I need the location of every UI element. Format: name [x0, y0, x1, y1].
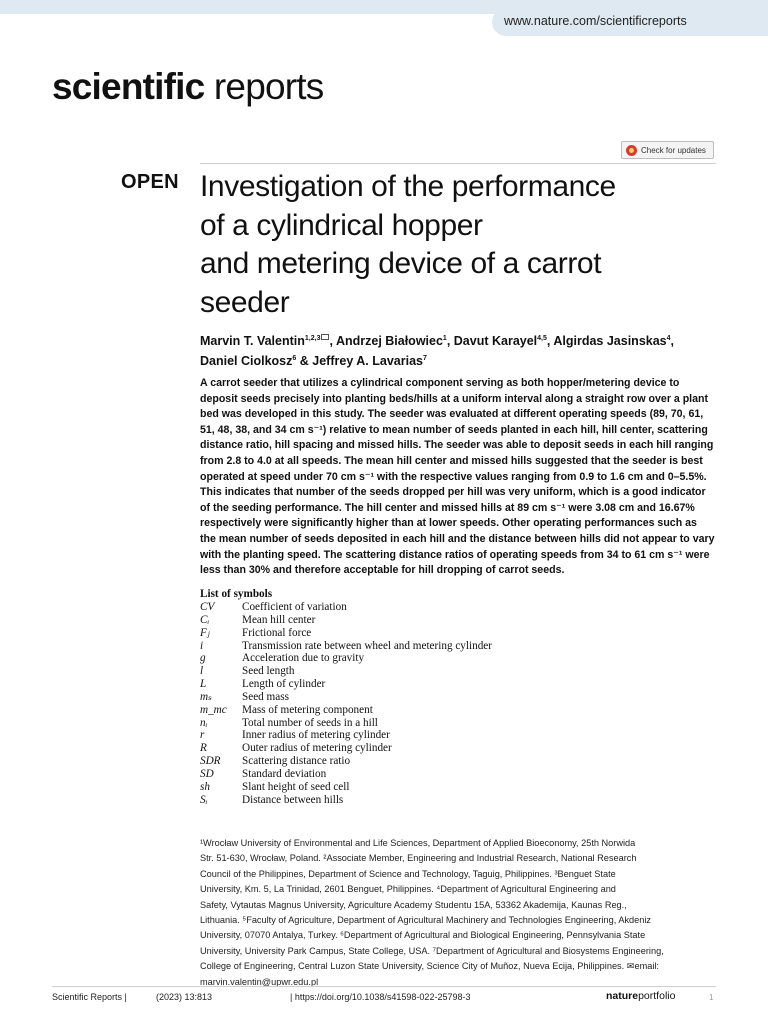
author-list [200, 330, 720, 370]
affil-sup: 4,5 [537, 335, 547, 342]
affiliation-line: Council of the Philippines, Department of Science and Technology, Taguig, Philippines. ³Benguet State [200, 868, 616, 879]
abstract-line: bed was developed in this study. The seeder was evaluated at different operating speeds (89, 70, 61, [200, 408, 704, 421]
title-line: seeder [200, 285, 290, 319]
affiliation-line: University, 07070 Antalya, Turkey. ⁶Department of Agricultural and Biological Engineering, Pennsylvania State [200, 930, 646, 941]
author-bialowiec[interactable]: , Andrzej Białowiec [329, 334, 443, 349]
affiliation-line: ¹Wrocław University of Environmental and Life Sciences, Department of Applied Bioeconomy, 25th Norwida [200, 838, 636, 848]
affil-sup: 1 [442, 335, 447, 342]
check-updates-label: Check for updates [641, 145, 706, 155]
author-lavarias[interactable]: & Jeffrey A. Lavarias [296, 354, 423, 369]
abstract-line: operated at speed under 70 cm s⁻¹ with the respective values ranging from 0.9 to 1.6 cm and 0–5.5%. [200, 470, 707, 483]
affiliation-line: Str. 51-630, Wrocław, Poland. ²Associate Member, Engineering and Industrial Research, National Research [200, 853, 637, 864]
symbol: Sᵢ [200, 793, 208, 806]
symbol: nᵢ [200, 716, 208, 729]
email-icon[interactable] [321, 334, 329, 340]
symbol-row [200, 691, 620, 704]
symbol-row [200, 781, 620, 794]
affiliation-line: Safety, Vytautas Magnus University, Agriculture Academy Studentu 15A, 53362 Akademija, Kaunas Reg., [200, 899, 627, 910]
crossmark-icon [626, 145, 637, 156]
affiliation-line: University, University Park Campus, State College, USA. ⁷Department of Agricultural and Biosystems Engineering, [200, 945, 664, 956]
abstract-line: 51, 48, 38, and 34 cm s⁻¹) relative to mean number of seeds planted in each hill, hill center, scattering [200, 423, 708, 436]
list-of-symbols [200, 588, 620, 807]
symbol-desc: Inner radius of metering cylinder [242, 729, 390, 742]
symbol-desc: Coefficient of variation [242, 601, 347, 613]
symbol-desc: Mean hill center [242, 613, 316, 626]
symbol-desc: Seed mass [242, 690, 289, 703]
symbol: R [200, 742, 207, 755]
email-link[interactable]: marvin.valentin@upwr.edu.pl [200, 976, 319, 987]
affiliations [200, 836, 716, 990]
symbol-row [200, 704, 620, 717]
author-ciolkosz[interactable]: Daniel Ciolkosz [200, 354, 293, 369]
symbol-desc: Scattering distance ratio [242, 755, 351, 768]
symbol: i [200, 639, 204, 652]
affil-sup: 6 [292, 355, 297, 363]
author-line [200, 350, 720, 370]
symbol: sh [200, 780, 210, 793]
author-jasinskas[interactable]: , Algirdas Jasinskas [546, 334, 667, 349]
symbol-desc: Outer radius of metering cylinder [242, 742, 392, 755]
affil-sup: 4 [666, 335, 671, 342]
title-rule [200, 163, 716, 164]
title-line: Investigation of the performance [200, 170, 616, 203]
brand-light: reports [213, 66, 324, 107]
symbol-desc: Frictional force [242, 626, 312, 639]
abstract-line: of the seeding performance. The hill center and missed hills at 89 cm s⁻¹ were 3.08 cm and 16.67% [200, 501, 695, 514]
symbol: L [200, 678, 207, 691]
np-light: portfolio [638, 990, 676, 1002]
author-karayel[interactable]: , Davut Karayel [446, 334, 538, 349]
symbol: mₛ [200, 690, 212, 703]
symbol-row [200, 729, 620, 742]
journal-url-link[interactable]: www.nature.com/scientificreports [504, 14, 687, 28]
symbol-desc: Acceleration due to gravity [242, 652, 365, 665]
abstract-line: distance ratio, hill spacing and missed hills. The seeder was able to deposit seeds in each hill ranging [200, 439, 714, 452]
affiliation-line: College of Engineering, Central Luzon State University, Science City of Muñoz, Nueva Ecija, Philippines. ✉email: [200, 961, 659, 972]
author-valentin[interactable]: Marvin T. Valentin [200, 334, 305, 349]
symbol-desc: Length of cylinder [242, 678, 326, 691]
symbol-row [200, 755, 620, 768]
symbol: Cᵢ [200, 613, 210, 626]
symbol-desc: Mass of metering component [242, 703, 373, 716]
symbol: m_mc [200, 703, 227, 716]
symbol-row [200, 717, 620, 730]
page-number: 1 [709, 993, 714, 1002]
footer-citation: (2023) 13:813 [156, 992, 213, 1002]
abstract-line: with the planting speed. The scattering distance ratios of operating speeds from 34 to 61 cm s⁻¹ were [200, 548, 710, 561]
affiliation-line: University, Km. 5, La Trinidad, 2601 Benguet, Philippines. ⁴Department of Agricultural Engineering and [200, 884, 616, 895]
footer-rule [52, 986, 716, 987]
symbol: g [200, 652, 206, 665]
footer-doi-link[interactable]: | https://doi.org/10.1038/s41598-022-25798-3 [290, 992, 471, 1002]
symbol-row [200, 678, 620, 691]
symbol: SD [200, 767, 214, 780]
symbol-row [200, 614, 620, 627]
brand-bold: scientific [52, 66, 205, 107]
journal-brand[interactable] [52, 66, 323, 108]
affiliation-line: Lithuania. ⁵Faculty of Agriculture, Department of Agricultural Machinery and Technologies Engineering, Akdeniz [200, 915, 652, 926]
symbol-row [200, 768, 620, 781]
symbol-row [200, 742, 620, 755]
symbol: r [200, 729, 205, 742]
symbol-row [200, 652, 620, 665]
symbol-row [200, 601, 620, 614]
author-sep: , [670, 334, 675, 349]
symbol-desc: Standard deviation [242, 767, 327, 780]
symbol-desc: Seed length [242, 665, 295, 678]
abstract-line: A carrot seeder that utilizes a cylindrical component serving as both hopper/metering device to [200, 377, 680, 389]
symbol-desc: Slant height of seed cell [242, 780, 350, 793]
title-line: of a cylindrical hopper [200, 208, 483, 242]
affil-sup: 7 [422, 355, 427, 363]
top-bar [0, 0, 768, 40]
article-title [200, 168, 720, 322]
symbol-desc: Distance between hills [242, 793, 344, 806]
abstract-line: deposit seeds precisely into planting beds/hills at a uniform interval along a straight row over a plant [200, 392, 709, 405]
symbol: CV [200, 601, 215, 613]
footer-journal: Scientific Reports | [52, 992, 127, 1002]
symbol: SDR [200, 755, 221, 768]
nature-portfolio-logo [606, 990, 675, 1002]
symbol: Fⱼ [200, 626, 210, 639]
abstract [200, 376, 720, 579]
symbol-row [200, 665, 620, 678]
symbol-row [200, 627, 620, 640]
symbol-row [200, 794, 620, 807]
abstract-line: less than 30% and therefore acceptable for hill dropping of carrot seeds. [200, 564, 565, 577]
abstract-line: This indicates that number of the seeds dropped per hill was very uniform, which is a good indicator [200, 486, 706, 499]
abstract-line: the mean number of seeds deposited in each hill and the distance between hills did not appear to vary [200, 532, 715, 545]
affil-sup: 1,2,3 [304, 335, 321, 342]
symbol-desc: Transmission rate between wheel and metering cylinder [242, 639, 492, 652]
open-access-label: OPEN [121, 171, 179, 193]
symbols-heading: List of symbols [200, 588, 273, 600]
author-line [200, 330, 720, 350]
symbol: l [200, 665, 204, 678]
check-updates-button[interactable] [621, 141, 714, 159]
title-line: and metering device of a carrot [200, 247, 602, 280]
np-bold: nature [606, 990, 639, 1002]
symbol-row [200, 640, 620, 653]
abstract-line: respectively were significantly higher than at lower speeds. Other operating performances such as [200, 517, 697, 530]
symbol-desc: Total number of seeds in a hill [242, 716, 378, 729]
abstract-line: from 2.8 to 4.0 at all speeds. The mean hill center and missed hills suggested that the seeder is best [200, 454, 703, 467]
